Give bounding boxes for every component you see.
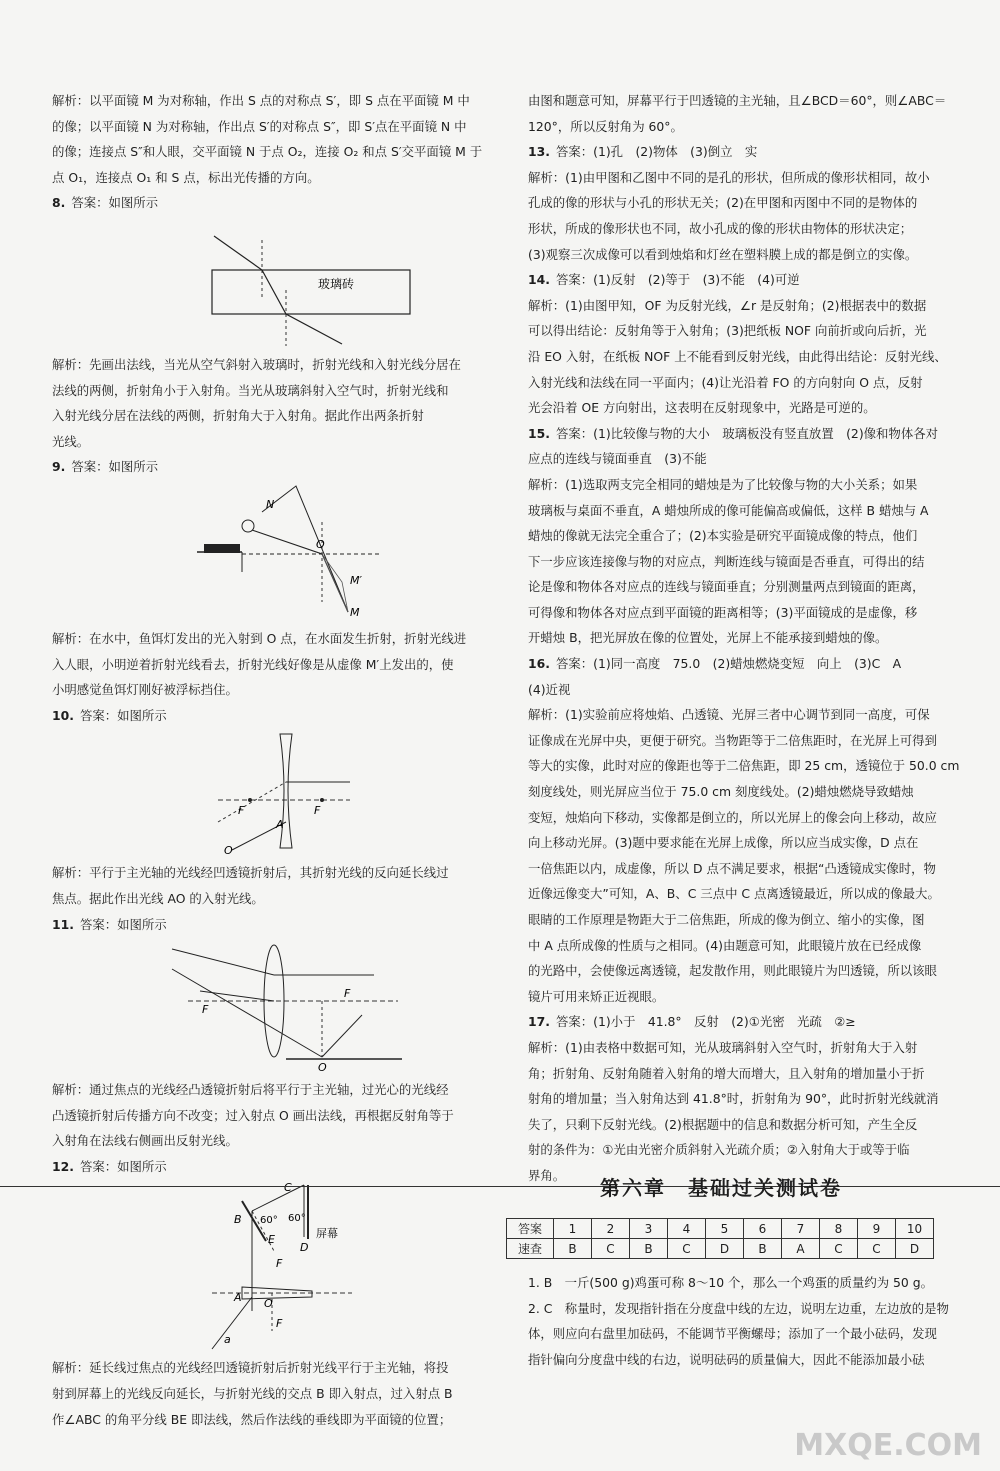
svg-text:O: O [318, 1061, 327, 1074]
table-row: 速查 B C B C D B A C C D [507, 1239, 934, 1259]
svg-text:O: O [316, 537, 325, 551]
svg-text:60°: 60° [260, 1215, 278, 1227]
concave-lens-diagram [52, 730, 472, 856]
svg-text:M: M [350, 605, 360, 619]
q12-answer: 12. 答案：如图所示 [52, 1158, 167, 1174]
svg-text:屏幕: 屏幕 [316, 1227, 338, 1241]
q8-analysis: 解析：先画出法线，当光从空气斜射入玻璃时，折射光线和入射光线分居在 法线的两侧，折射角小于入射角。当光从玻璃斜射入空气时，折射光线和 入射光线分居在法线的两侧，折射角大于入射角。据此作出两条折射 光线。 [52, 356, 461, 449]
screen-mirror-diagram [52, 1181, 472, 1351]
svg-text:F: F [314, 804, 321, 818]
q7-analysis: 解析：以平面镜 M 为对称轴，作出 S 点的对称点 S′，即 S 点在平面镜 M 中 的像；以平面镜 N 为对称轴，作出点 S′的对称点 S″，即 S′点在平面镜 N 中 的像；连接点 S″和人眼，交平面镜 N 于点 O₂，连接 O₂ 和点 S′交平面镜 M 于 点 O₁，连接点 O₁ 和 S 点，标出光传播的方向。 [52, 93, 483, 185]
q9-answer: 9. 答案：如图所示 [52, 459, 159, 475]
svg-text:F: F [276, 1257, 283, 1271]
q16-answer: 16. 答案：(1)同一高度 75.0 (2)蜡烛燃烧变短 向上 (3)C A [528, 656, 902, 672]
svg-text:E: E [268, 1233, 275, 1247]
svg-text:C: C [284, 1181, 292, 1195]
svg-text:M′: M′ [350, 573, 362, 587]
watermark: MXQE.COM [794, 1428, 982, 1463]
chapter-divider [0, 1186, 1000, 1187]
svg-text:O: O [224, 844, 233, 857]
q10-answer: 10. 答案：如图所示 [52, 707, 167, 723]
glass-brick [212, 270, 410, 314]
left-column [52, 88, 500, 1432]
svg-text:B: B [234, 1213, 242, 1227]
q10-figure [52, 730, 500, 856]
svg-text:F: F [238, 804, 245, 818]
svg-text:F: F [276, 1317, 283, 1331]
svg-text:A: A [234, 1291, 242, 1305]
svg-text:O: O [264, 1297, 273, 1311]
answer-table [506, 1218, 934, 1259]
q14-analysis: 解析：(1)由图甲知，OF 为反射光线，∠r 是反射角；(2)根据表中的数据 可以得出结论：反射角等于入射角；(3)把纸板 NOF 向前折或向后折，光 沿 EO 入射，在纸板 NOF 上不能看到反射光线，由此得出结论：反射光线、 入射光线和法线在同一平面内；(4)让光沿着 FO 的方向射向 O 点，反射 光会沿着 OE 方向射出，这表明在反射现象中，光路是可逆的。 [528, 297, 947, 416]
q8-answer: 8. 答案：如图所示 [52, 195, 159, 211]
q15-answer: 15. 答案：(1)比较像与物的大小 玻璃板没有竖直放置 (2)像和物体各对 [528, 425, 938, 441]
q11-answer: 11. 答案：如图所示 [52, 916, 167, 932]
svg-text:A: A [276, 818, 284, 832]
svg-text:60°: 60° [288, 1213, 306, 1225]
q15-analysis: 解析：(1)选取两支完全相同的蜡烛是为了比较像与物的大小关系；如果 玻璃板与桌面不垂直，A 蜡烛所成的像可能偏高或偏低，这样 B 蜡烛与 A 蜡烛的像就无法完全重合了；(2)本实验是研究平面镜成像的特点，他们 下一步应该连接像与物的对应点，判断连线与镜面是否垂直，可得出的结 论是像和物体各对应点的连线与镜面垂直；分别测量两点到镜面的距离， 可得像和物体各对应点到平面镜的距离相等；(3)平面镜成的是虚像，移 开蜡烛 B，把光屏放在像的位置处，光屏上不能承接到蜡烛的像。 [528, 476, 929, 646]
glass-brick-label: 玻璃砖 [318, 276, 355, 291]
q14-answer: 14. 答案：(1)反射 (2)等于 (3)不能 (4)可逆 [528, 272, 800, 288]
q12-figure [52, 1181, 500, 1351]
chapter-title: 第六章 基础过关测试卷 [600, 1176, 842, 1200]
svg-text:F: F [344, 987, 351, 1001]
glass-brick-diagram [52, 218, 472, 348]
svg-text:a: a [224, 1333, 231, 1347]
q12-analysis: 解析：延长线过焦点的光线经凹透镜折射后折射光线平行于主光轴，将投 射到屏幕上的光线反向延长，与折射光线的交点 B 即入射点，过入射点 B 作∠ABC 的角平分线 BE 即法线，然后作法线的垂线即为平面镜的位置； [52, 1360, 453, 1427]
refracted-ray [252, 530, 348, 612]
svg-text:N: N [266, 497, 275, 511]
q11-figure [52, 939, 500, 1073]
chapter-answers: 1. B 一斤(500 g)鸡蛋可称 8～10 个，那么一个鸡蛋的质量约为 50 g。 2. C 称量时，发现指针指在分度盘中线的左边，说明左边重，左边放的是物 体，则应向右盘里加砝码，不能调节平衡螺母；添加了一个最小砝码，发现 指针偏向分度盘中线的右边，说明砝码的质量偏大，因此不能添加最小砝 [528, 1275, 949, 1367]
fishing-diagram [52, 482, 472, 622]
q9-analysis: 解析：在水中，鱼饵灯发出的光入射到 O 点，在水面发生折射，折射光线进 入人眼，小明逆着折射光线看去，折射光线好像是从虚像 M′上发出的，使 小明感觉鱼饵灯刚好被浮标挡住。 [52, 630, 467, 698]
q10-analysis: 解析：平行于主光轴的光线经凹透镜折射后，其折射光线的反向延长线过 焦点。据此作出光线 AO 的入射光线。 [52, 865, 449, 906]
q17-answer: 17. 答案：(1)小于 41.8° 反射 (2)①光密 光疏 ②≥ [528, 1014, 856, 1030]
fishing-rod [204, 544, 240, 553]
q9-figure [52, 482, 500, 622]
q11-analysis: 解析：通过焦点的光线经凸透镜折射后将平行于主光轴，过光心的光线经 凸透镜折射后传播方向不改变；过入射点 O 画出法线，再根据反射角等于 入射角在法线右侧画出反射光线。 [52, 1082, 454, 1149]
q16-analysis: 解析：(1)实验前应将烛焰、凸透镜、光屏三者中心调节到同一高度，可保 证像成在光屏中央，更便于研究。当物距等于二倍焦距时，在光屏上可得到 等大的实像，此时对应的像距也等于二倍焦距，即 25 cm，透镜位于 50.0 cm 刻度线处，则光屏应当位于 75.0 cm 刻度线处。(2)蜡烛燃烧导致蜡烛 变短，烛焰向下移动，实像都是倒立的，所以光屏上的像会向上移动，故应 向上移动光屏。(3)题中要求能在光屏上成像，所以应当成实像，D 点在 一倍焦距以内，成虚像，所以 D 点不满足要求，根据“凸透镜成实像时，物 近像远像变大”可知，A、B、C 三点中 C 点离透镜最近，所以成的像最大。 眼睛的工作原理是物距大于二倍焦距，所成的像为倒立、缩小的实像，图 中 A 点所成像的性质与之相同。(4)由题意可知，此眼镜片放在已经成像 的光路中，会使像远离透镜，起发散作用，则此眼镜片为凹透镜，所以该眼 镜片可用来矫正近视眼。 [528, 707, 960, 1004]
convex-lens-diagram [52, 939, 472, 1073]
svg-text:F: F [202, 1003, 209, 1017]
table-row: 答案 1 2 3 4 5 6 7 8 9 10 [507, 1219, 934, 1239]
q13-analysis: 解析：(1)由甲图和乙图中不同的是孔的形状，但所成的像形状相同，故小 孔成的像的形状与小孔的形状无关；(2)在甲图和丙图中不同的是物体的 形状，所成的像形状也不同，故小孔成的像的形状由物体的形状决定； (3)观察三次成像可以看到烛焰和灯丝在塑料膜上成的都是倒立的实像。 [528, 169, 930, 262]
q13-answer: 13. 答案：(1)孔 (2)物体 (3)倒立 实 [528, 144, 758, 160]
right-column: 由图和题意可知，屏幕平行于凹透镜的主光轴，且∠BCD＝60°，则∠ABC＝ 120°，所以反射角为 60°。 13. 答案：(1)孔 (2)物体 (3)倒立 实 解析：(1)由甲图和乙图中不同的是孔的形状，但所成的像形状相同，故小 孔成的像的形状与小孔的形状无关；(2)在甲图和丙图中不同的是物体的 形状，所成的像形状也不同，故小孔成的像的形状由物体的形状决定； (3)观察三次成像可以看到烛焰和灯丝在塑料膜上成的都是倒立的实像。 14. 答案：(1)反射 (2)等于 (3)不能 (4)可逆 解析：(1)由图甲知，OF 为反射光线，∠r 是反射角；(2)根据表中的数据 可以得出结论：反射角等于入射角；(3)把纸板 NOF 向前折或向后折，光 沿 EO 入射，在纸板 NOF 上不能看到反射光线，由此得出结论：反射光线、 入射光线和法线在同一平面内；(4)让光沿着 FO 的方向射向 O 点，反射 光会沿着 OE 方向射出，这表明在反射现象中，光路是可逆的。 15. 答案：(1)比较像与物的大小 玻璃板没有竖直放置 (2)像和物体各对 应点的连线与镜面垂直 (3)不能 解析：(1)选取两支完全相同的蜡烛是为了比较像与物的大小关系；如果 玻璃板与桌面不垂直，A 蜡烛所成的像可能偏高或偏低，这样 B 蜡烛与 A 蜡烛的像就无法完全重合了；(2)本实验是研究平面镜成像的特点，他们 下一步应该连接像与物的对应点，判断连线与镜面是否垂直，可得出的结 论是像和物体各对应点的连线与镜面垂直；分别测量两点到镜面的距离， 可得像和物体各对应点到平面镜的距离相等；(3)平面镜成的是虚像，移 开蜡烛 B，把光屏放在像的位置处，光屏上不能承接到蜡烛的像。 16. 答案：(1)同一高度 75.0 (2)蜡烛燃烧变短 向上 (3)C A (4)近视 解析：(1)实验前应将烛焰、凸透镜、光屏三者中心调节到同一高度，可保 证像成在光屏中央，更便于研究。当物距等于二倍焦距时，在光屏上可得到 等大的实像，此时对应的像距也等于二倍焦距，即 25 cm，透镜位于 50.0 cm 刻度线处，则光屏应当位于 75.0 cm 刻度线处。(2)蜡烛燃烧导致蜡烛 变短，烛焰向下移动，实像都是倒立的，所以光屏上的像会向上移动，故应 向上移动光屏。(3)题中要求能在光屏上成像，所以应当成实像，D 点在 一倍焦距以内，成虚像，所以 D 点不满足要求，根据“凸透镜成实像时，物 近像远像变大”可知，A、B、C 三点中 C 点离透镜最近，所以成的像最大。 眼睛的工作原理是物距大于二倍焦距，所成的像为倒立、缩小的实像，图 中 A 点所成像的性质与之相同。(4)由题意可知，此眼镜片放在已经成像 的光路中，会使像远离透镜，起发散作用，则此眼镜片为凹透镜，所以该眼 镜片可用来矫正近视眼。 17. 答案：(1)小于 41.8° 反射 (2)①光密 光疏 ②≥ 解析：(1)由表格中数据可知，光从玻璃斜射入空气时，折射角大于入射 角；折射角、反射角随着入射角的增大而增大，且入射角的增加量小于折 射角的增加量；当入射角达到 41.8°时，折射角为 90°，此时折射光线就消 失了，只剩下反射光线。(2)根据题中的信息和数据分析可知，产生全反 射的条件为：①光由光密介质斜射入光疏介质；②入射角大于或等于临 界角。 [528, 88, 976, 1189]
q17-analysis: 解析：(1)由表格中数据可知，光从玻璃斜射入空气时，折射角大于入射 角；折射角、反射角随着入射角的增大而增大，且入射角的增加量小于折 射角的增加量；当入射角达到 41.8°时，折射角为 90°，此时折射光线就消 失了，只剩下反射光线。(2)根据题中的信息和数据分析可知，产生全反 射的条件为：①光由光密介质斜射入光疏介质；②入射角大于或等于临 界角。 [528, 1039, 939, 1183]
q8-figure [52, 218, 500, 348]
svg-text:D: D [300, 1241, 309, 1255]
